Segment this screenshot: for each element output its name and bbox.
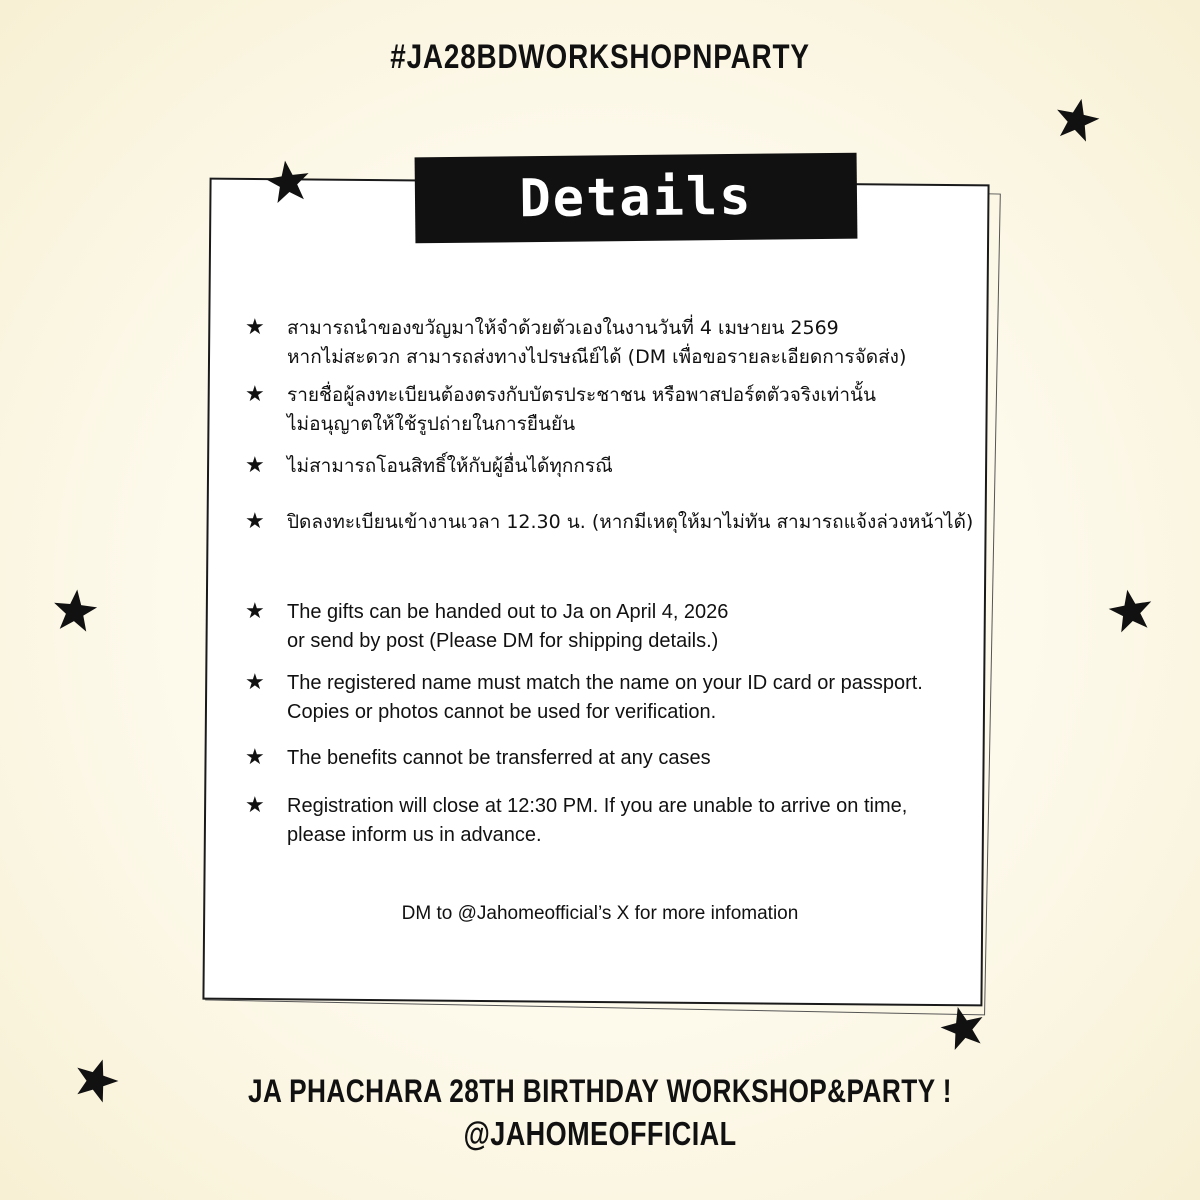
star-icon: ★	[245, 382, 265, 407]
star-icon	[1050, 93, 1105, 148]
hashtag-title: #JA28BDWORKSHOPNPARTY	[390, 38, 810, 76]
item-text: The registered name must match the name on your ID card or passport. Copies or photos cannot be used for verification.	[287, 672, 923, 723]
item-text: Registration will close at 12:30 PM. If you are unable to arrive on time, please inform us in advance.	[287, 795, 908, 846]
item-text: The benefits cannot be transferred at any cases	[287, 747, 711, 769]
star-icon	[50, 586, 101, 637]
item-text: The gifts can be handed out to Ja on April 4, 2026 or send by post (Please DM for shipping details.)	[287, 601, 729, 652]
details-card	[202, 178, 989, 1007]
item-text: ไม่สามารถโอนสิทธิ์ให้กับผู้อื่นได้ทุกกรณี	[287, 455, 613, 477]
star-icon: ★	[245, 793, 265, 818]
star-icon: ★	[245, 453, 265, 478]
star-icon	[1104, 584, 1157, 637]
item-text: สามารถนำของขวัญมาให้จำด้วยตัวเองในงานวันที่ 4 เมษายน 2569 หากไม่สะดวก สามารถส่งทางไปรษณีย์ได้ (DM เพื่อขอรายละเอียดการจัดส่ง)	[287, 317, 907, 368]
star-icon: ★	[245, 745, 265, 770]
star-icon: ★	[245, 509, 265, 534]
star-icon: ★	[245, 599, 265, 624]
footer-title: JA PHACHARA 28TH BIRTHDAY WORKSHOP&PARTY !	[248, 1073, 952, 1109]
star-icon: ★	[245, 315, 265, 340]
item-text: รายชื่อผู้ลงทะเบียนต้องตรงกับบัตรประชาชน หรือพาสปอร์ตตัวจริงเท่านั้น ไม่อนุญาตให้ใช้รูปถ่ายในการยืนยัน	[287, 384, 876, 435]
details-tab	[415, 153, 858, 244]
item-text: ปิดลงทะเบียนเข้างานเวลา 12.30 น. (หากมีเหตุให้มาไม่ทัน สามารถแจ้งล่วงหน้าได้)	[287, 511, 974, 533]
details-title: Details	[519, 166, 753, 230]
star-icon: ★	[245, 670, 265, 695]
footer-handle: @JAHOMEOFFICIAL	[463, 1115, 737, 1152]
contact-note: DM to @Jahomeofficial’s X for more infomation	[401, 903, 799, 924]
star-icon	[262, 156, 314, 208]
